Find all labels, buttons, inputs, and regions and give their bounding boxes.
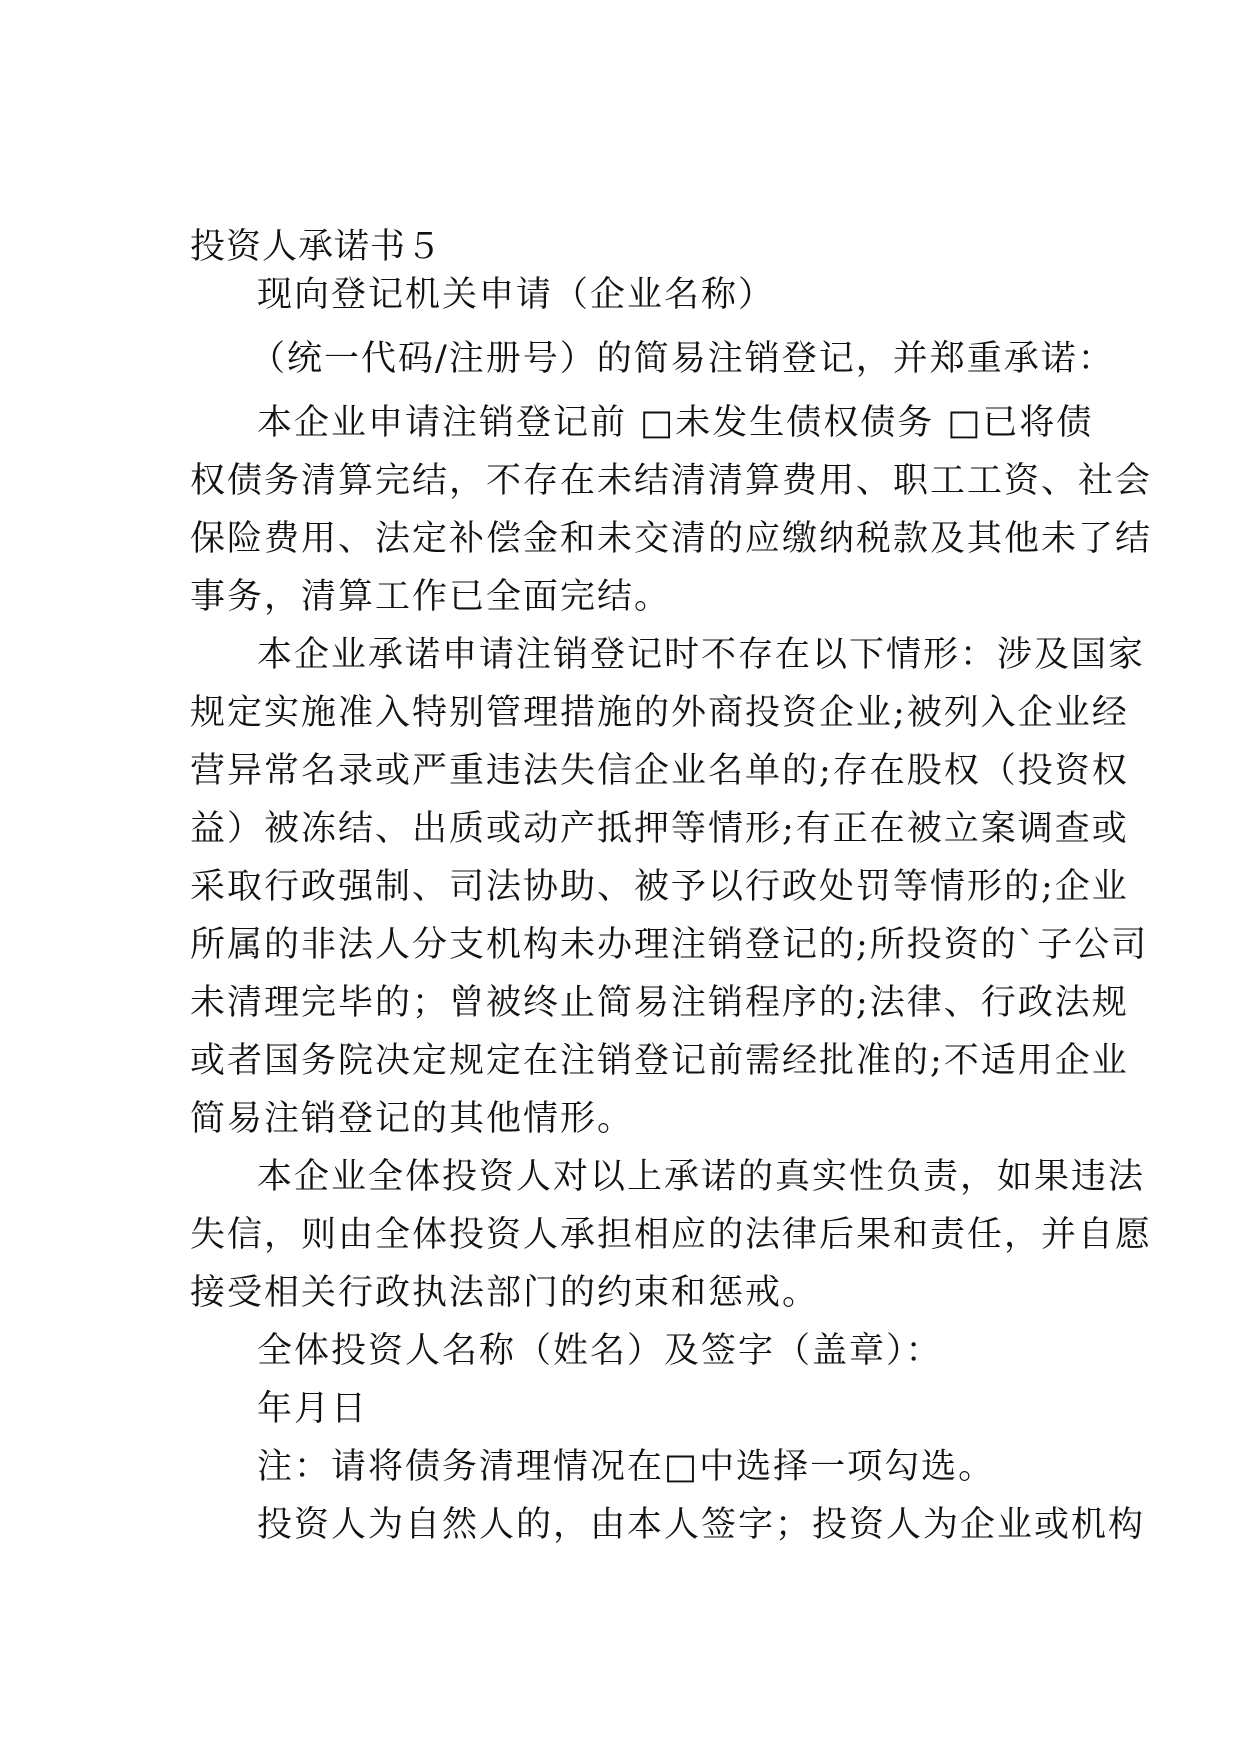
paragraph-line: 保险费用、法定补偿金和未交清的应缴纳税款及其他未了结 [190,519,1153,559]
paragraph-line: 规定实施准入特别管理措施的外商投资企业;被列入企业经 [190,693,1129,733]
paragraph-line: 或者国务院决定规定在注销登记前需经批准的;不适用企业 [190,1041,1129,1081]
paragraph-line: 失信，则由全体投资人承担相应的法律后果和责任，并自愿 [190,1215,1153,1255]
paragraph-line: （统一代码/注册号）的简易注销登记，并郑重承诺： [250,339,1115,379]
date-line: 年月日 [257,1389,369,1429]
paragraph-line: 本企业承诺申请注销登记时不存在以下情形：涉及国家 [257,635,1146,675]
paragraph-line: 未清理完毕的；曾被终止简易注销程序的;法律、行政法规 [190,983,1129,1023]
signature-line: 全体投资人名称（姓名）及签字（盖章）： [257,1331,943,1371]
paragraph-line: 投资人为自然人的，由本人签字；投资人为企业或机构 [257,1505,1146,1545]
paragraph-line: 益）被冻结、出质或动产抵押等情形;有正在被立案调查或 [190,809,1129,849]
note-line: 注：请将债务清理情况在□中选择一项勾选。 [257,1447,996,1487]
paragraph-line: 现向登记机关申请（企业名称） [257,275,776,315]
paragraph-line: 所属的非法人分支机构未办理注销登记的;所投资的`子公司 [190,925,1149,965]
paragraph-line: 本企业全体投资人对以上承诺的真实性负责，如果违法 [257,1157,1146,1197]
paragraph-line: 接受相关行政执法部门的约束和惩戒。 [190,1273,820,1313]
paragraph-line: 权债务清算完结，不存在未结清清算费用、职工工资、社会 [190,461,1153,501]
paragraph-line: 事务，清算工作已全面完结。 [190,577,672,617]
paragraph-line: 营异常名录或严重违法失信企业名单的;存在股权（投资权 [190,751,1129,791]
paragraph-line: 采取行政强制、司法协助、被予以行政处罚等情形的;企业 [190,867,1129,907]
paragraph-line: 本企业申请注销登记前 □未发生债权债务 □已将债 [257,403,1094,443]
document-title: 投资人承诺书５ [190,227,443,267]
paragraph-line: 简易注销登记的其他情形。 [190,1099,635,1139]
